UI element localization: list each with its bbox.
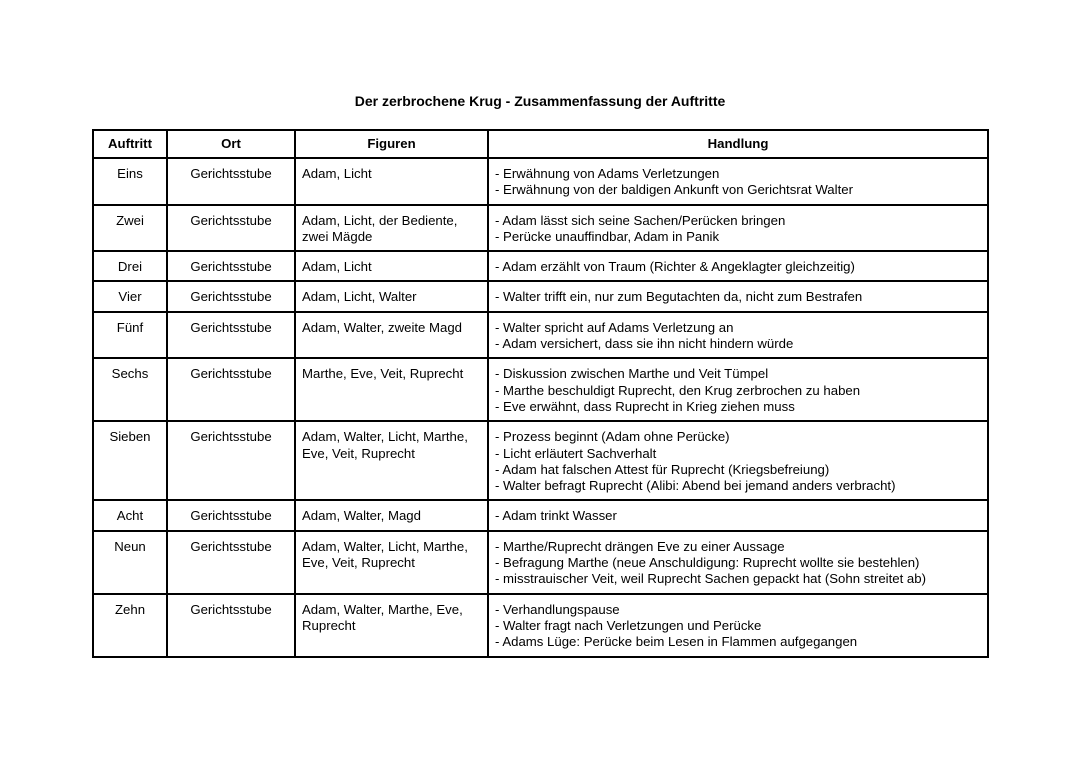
cell-auftritt: Acht bbox=[93, 500, 167, 530]
handlung-line: - Marthe beschuldigt Ruprecht, den Krug zerbrochen zu haben bbox=[495, 382, 861, 398]
header-ort: Ort bbox=[167, 130, 295, 158]
cell-figuren bbox=[295, 281, 488, 311]
handlung-line: - Befragung Marthe (neue Anschuldigung: Ruprecht wollte sie bestehlen) bbox=[495, 555, 920, 571]
header-figuren: Figuren bbox=[295, 130, 488, 158]
cell-auftritt: Sieben bbox=[93, 421, 167, 500]
handlung-line: - Adam trinkt Wasser bbox=[495, 508, 617, 524]
handlung-line: - Walter spricht auf Adams Verletzung an bbox=[495, 319, 734, 335]
handlung-line: - Adam versichert, dass sie ihn nicht hindern würde bbox=[495, 336, 794, 352]
handlung-line: - Erwähnung von Adams Verletzungen bbox=[495, 166, 720, 181]
figuren-line: Adam, Walter, zweite Magd bbox=[302, 319, 463, 335]
cell-handlung bbox=[488, 205, 988, 252]
figuren-line: Marthe, Eve, Veit, Ruprecht bbox=[302, 366, 464, 382]
figuren-line: zwei Mägde bbox=[302, 228, 373, 244]
table-row bbox=[93, 500, 988, 530]
handlung-line: - Licht erläutert Sachverhalt bbox=[495, 445, 657, 461]
handlung-line: - Adam hat falschen Attest für Ruprecht (Kriegsbefreiung) bbox=[495, 461, 830, 477]
cell-ort: Gerichtsstube bbox=[167, 281, 295, 311]
cell-figuren bbox=[295, 500, 488, 530]
cell-auftritt: Neun bbox=[93, 531, 167, 594]
header-auftritt: Auftritt bbox=[93, 130, 167, 158]
cell-handlung bbox=[488, 312, 988, 359]
cell-handlung bbox=[488, 500, 988, 530]
cell-figuren bbox=[295, 421, 488, 500]
cell-auftritt: Fünf bbox=[93, 312, 167, 359]
handlung-line: - Diskussion zwischen Marthe und Veit Tümpel bbox=[495, 366, 769, 382]
figuren-line: Adam, Walter, Licht, Marthe, bbox=[302, 429, 468, 445]
cell-figuren bbox=[295, 531, 488, 594]
table-header-row bbox=[93, 130, 988, 158]
cell-ort: Gerichtsstube bbox=[167, 251, 295, 281]
scenes-table bbox=[92, 129, 989, 658]
handlung-line: - Walter trifft ein, nur zum Begutachten da, nicht zum Bestrafen bbox=[495, 289, 863, 305]
cell-figuren bbox=[295, 358, 488, 421]
cell-handlung bbox=[488, 358, 988, 421]
cell-auftritt: Vier bbox=[93, 281, 167, 311]
figuren-line: Adam, Walter, Licht, Marthe, bbox=[302, 538, 468, 554]
table-row bbox=[93, 421, 988, 500]
handlung-line: - misstrauischer Veit, weil Ruprecht Sachen gepackt hat (Sohn streitet ab) bbox=[495, 571, 926, 587]
cell-auftritt: Sechs bbox=[93, 358, 167, 421]
cell-ort: Gerichtsstube bbox=[167, 500, 295, 530]
handlung-line: - Prozess beginnt (Adam ohne Perücke) bbox=[495, 429, 730, 445]
handlung-line: - Verhandlungspause bbox=[495, 601, 620, 617]
cell-ort: Gerichtsstube bbox=[167, 594, 295, 657]
figuren-line: Adam, Walter, Marthe, Eve, bbox=[302, 601, 463, 617]
cell-auftritt: Eins bbox=[93, 158, 167, 205]
handlung-line: - Adam lässt sich seine Sachen/Perücken bringen bbox=[495, 212, 786, 228]
document-title: Der zerbrochene Krug - Zusammenfassung der Auftritte bbox=[354, 93, 726, 109]
table-row bbox=[93, 312, 988, 359]
table-row bbox=[93, 358, 988, 421]
table-row bbox=[93, 531, 988, 594]
cell-figuren bbox=[295, 594, 488, 657]
table-row bbox=[93, 281, 988, 311]
figuren-line: Eve, Veit, Ruprecht bbox=[302, 445, 415, 461]
figuren-line: Adam, Licht bbox=[302, 166, 372, 181]
table-row bbox=[93, 158, 988, 205]
cell-handlung bbox=[488, 251, 988, 281]
figuren-line: Ruprecht bbox=[302, 617, 356, 633]
handlung-line: - Erwähnung von der baldigen Ankunft von Gerichtsrat Walter bbox=[495, 182, 853, 198]
cell-figuren bbox=[295, 205, 488, 252]
handlung-line: - Adams Lüge: Perücke beim Lesen in Flammen aufgegangen bbox=[495, 634, 858, 650]
table-row bbox=[93, 205, 988, 252]
header-handlung: Handlung bbox=[488, 130, 988, 158]
cell-ort: Gerichtsstube bbox=[167, 158, 295, 205]
cell-figuren bbox=[295, 312, 488, 359]
handlung-line: - Perücke unauffindbar, Adam in Panik bbox=[495, 228, 720, 244]
cell-handlung bbox=[488, 158, 988, 205]
cell-handlung bbox=[488, 421, 988, 500]
table-row bbox=[93, 251, 988, 281]
handlung-line: - Eve erwähnt, dass Ruprecht in Krieg ziehen muss bbox=[495, 398, 795, 414]
handlung-line: - Walter fragt nach Verletzungen und Perücke bbox=[495, 617, 762, 633]
cell-handlung bbox=[488, 594, 988, 657]
figuren-line: Eve, Veit, Ruprecht bbox=[302, 555, 415, 571]
cell-ort: Gerichtsstube bbox=[167, 358, 295, 421]
cell-auftritt: Zehn bbox=[93, 594, 167, 657]
figuren-line: Adam, Licht, Walter bbox=[302, 289, 417, 305]
handlung-line: - Adam erzählt von Traum (Richter & Angeklagter gleichzeitig) bbox=[495, 259, 855, 275]
cell-auftritt: Drei bbox=[93, 251, 167, 281]
cell-ort: Gerichtsstube bbox=[167, 312, 295, 359]
cell-handlung bbox=[488, 281, 988, 311]
cell-ort: Gerichtsstube bbox=[167, 531, 295, 594]
table-row bbox=[93, 594, 988, 657]
figuren-line: Adam, Licht bbox=[302, 259, 372, 275]
cell-auftritt: Zwei bbox=[93, 205, 167, 252]
handlung-line: - Walter befragt Ruprecht (Alibi: Abend bei jemand anders verbracht) bbox=[495, 478, 896, 494]
cell-figuren bbox=[295, 251, 488, 281]
figuren-line: Adam, Walter, Magd bbox=[302, 508, 421, 524]
cell-ort: Gerichtsstube bbox=[167, 421, 295, 500]
cell-handlung bbox=[488, 531, 988, 594]
cell-figuren bbox=[295, 158, 488, 205]
handlung-line: - Marthe/Ruprecht drängen Eve zu einer Aussage bbox=[495, 538, 785, 554]
figuren-line: Adam, Licht, der Bediente, bbox=[302, 212, 458, 228]
cell-ort: Gerichtsstube bbox=[167, 205, 295, 252]
